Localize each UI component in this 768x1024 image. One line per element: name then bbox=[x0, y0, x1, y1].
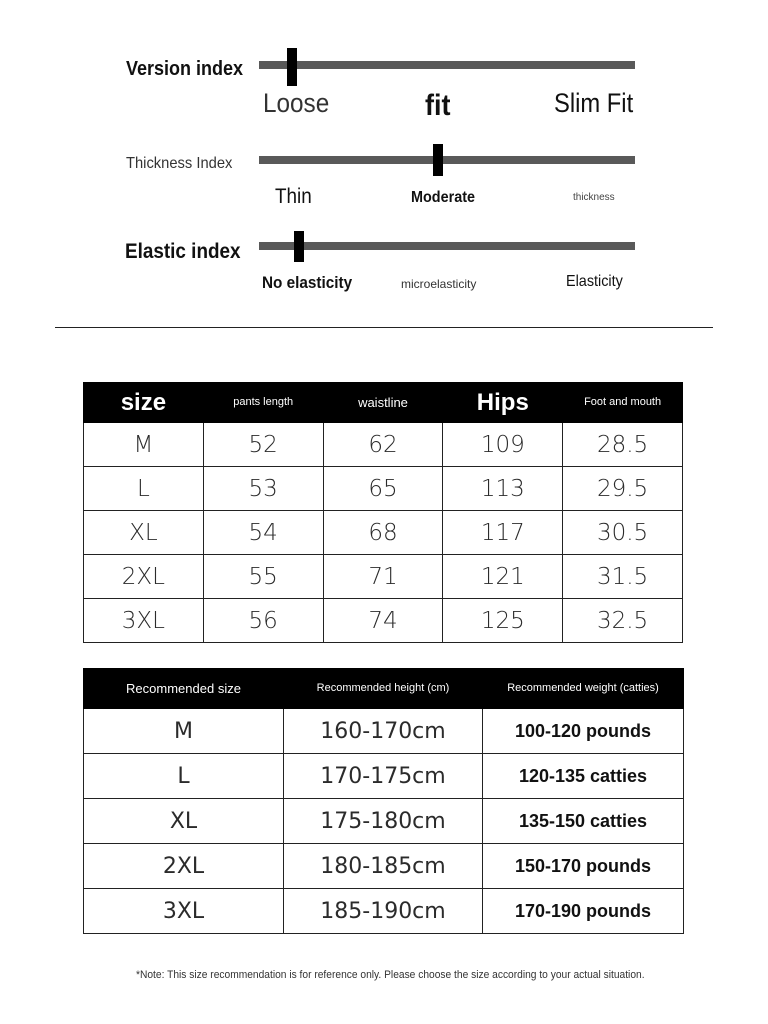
waistline-cell: 71 bbox=[323, 555, 443, 599]
version-index-label: Version index bbox=[126, 58, 244, 80]
waistline-cell: 65 bbox=[323, 467, 443, 511]
table-row bbox=[84, 423, 683, 467]
size-cell: L bbox=[84, 467, 204, 511]
rec-height-cell: 170-175cm bbox=[284, 754, 483, 799]
rec-weight-cell: 170-190 pounds bbox=[483, 889, 684, 934]
rec-size-cell: 3XL bbox=[84, 889, 284, 934]
rec-weight-cell: 150-170 pounds bbox=[483, 844, 684, 889]
size-chart-table bbox=[83, 382, 683, 643]
table-row bbox=[84, 511, 683, 555]
recommended-height-header: Recommended height (cm) bbox=[284, 669, 483, 709]
elastic-index-track bbox=[259, 242, 635, 250]
rec-height-cell: 160-170cm bbox=[284, 709, 483, 754]
rec-weight-cell: 100-120 pounds bbox=[483, 709, 684, 754]
table-row bbox=[84, 599, 683, 643]
waistline-header: waistline bbox=[323, 383, 443, 423]
table-row bbox=[84, 709, 684, 754]
elastic-scale-elastic: Elasticity bbox=[566, 273, 623, 290]
thickness-scale-moderate: Moderate bbox=[411, 189, 476, 206]
waistline-cell: 74 bbox=[323, 599, 443, 643]
rec-size-cell: XL bbox=[84, 799, 284, 844]
pants-length-header: pants length bbox=[203, 383, 323, 423]
hips-cell: 113 bbox=[443, 467, 563, 511]
size-cell: 3XL bbox=[84, 599, 204, 643]
waistline-cell: 68 bbox=[323, 511, 443, 555]
hips-cell: 117 bbox=[443, 511, 563, 555]
hips-cell: 125 bbox=[443, 599, 563, 643]
section-divider bbox=[55, 327, 713, 328]
pants-length-cell: 56 bbox=[203, 599, 323, 643]
foot-mouth-cell: 30.5 bbox=[563, 511, 683, 555]
thickness-scale-thin: Thin bbox=[275, 185, 312, 208]
rec-height-cell: 180-185cm bbox=[284, 844, 483, 889]
recommendation-table bbox=[83, 668, 684, 934]
version-scale-slim-fit: Slim Fit bbox=[554, 88, 634, 118]
hips-cell: 121 bbox=[443, 555, 563, 599]
thickness-index-marker bbox=[433, 144, 443, 176]
version-scale-fit: fit bbox=[425, 89, 451, 122]
size-table-header-row bbox=[84, 383, 683, 423]
elastic-index-label: Elastic index bbox=[125, 240, 241, 263]
rec-size-cell: L bbox=[84, 754, 284, 799]
recommendation-header-row bbox=[84, 669, 684, 709]
rec-height-cell: 185-190cm bbox=[284, 889, 483, 934]
foot-mouth-cell: 28.5 bbox=[563, 423, 683, 467]
foot-mouth-cell: 32.5 bbox=[563, 599, 683, 643]
size-cell: XL bbox=[84, 511, 204, 555]
thickness-index-track bbox=[259, 156, 635, 164]
hips-header: Hips bbox=[443, 383, 563, 423]
size-header: size bbox=[84, 383, 204, 423]
table-row bbox=[84, 799, 684, 844]
hips-cell: 109 bbox=[443, 423, 563, 467]
pants-length-cell: 54 bbox=[203, 511, 323, 555]
recommended-weight-header: Recommended weight (catties) bbox=[483, 669, 684, 709]
elastic-scale-micro: microelasticity bbox=[401, 277, 477, 291]
thickness-scale-thick: thickness bbox=[573, 192, 615, 203]
version-scale-loose: Loose bbox=[263, 88, 330, 118]
rec-weight-cell: 120-135 catties bbox=[483, 754, 684, 799]
elastic-scale-none: No elasticity bbox=[262, 273, 353, 292]
version-index-track bbox=[259, 61, 635, 69]
foot-mouth-cell: 29.5 bbox=[563, 467, 683, 511]
table-row bbox=[84, 555, 683, 599]
rec-size-cell: M bbox=[84, 709, 284, 754]
foot-mouth-header: Foot and mouth bbox=[563, 383, 683, 423]
table-row bbox=[84, 889, 684, 934]
size-cell: M bbox=[84, 423, 204, 467]
size-cell: 2XL bbox=[84, 555, 204, 599]
pants-length-cell: 55 bbox=[203, 555, 323, 599]
rec-size-cell: 2XL bbox=[84, 844, 284, 889]
foot-mouth-cell: 31.5 bbox=[563, 555, 683, 599]
recommended-size-header: Recommended size bbox=[84, 669, 284, 709]
waistline-cell: 62 bbox=[323, 423, 443, 467]
table-row bbox=[84, 467, 683, 511]
pants-length-cell: 52 bbox=[203, 423, 323, 467]
pants-length-cell: 53 bbox=[203, 467, 323, 511]
version-index-marker bbox=[287, 48, 297, 86]
rec-weight-cell: 135-150 catties bbox=[483, 799, 684, 844]
thickness-index-label: Thickness Index bbox=[126, 155, 233, 172]
rec-height-cell: 175-180cm bbox=[284, 799, 483, 844]
table-row bbox=[84, 754, 684, 799]
elastic-index-marker bbox=[294, 231, 304, 262]
table-row bbox=[84, 844, 684, 889]
reference-note: *Note: This size recommendation is for reference only. Please choose the size according to your actual situation. bbox=[136, 969, 645, 981]
